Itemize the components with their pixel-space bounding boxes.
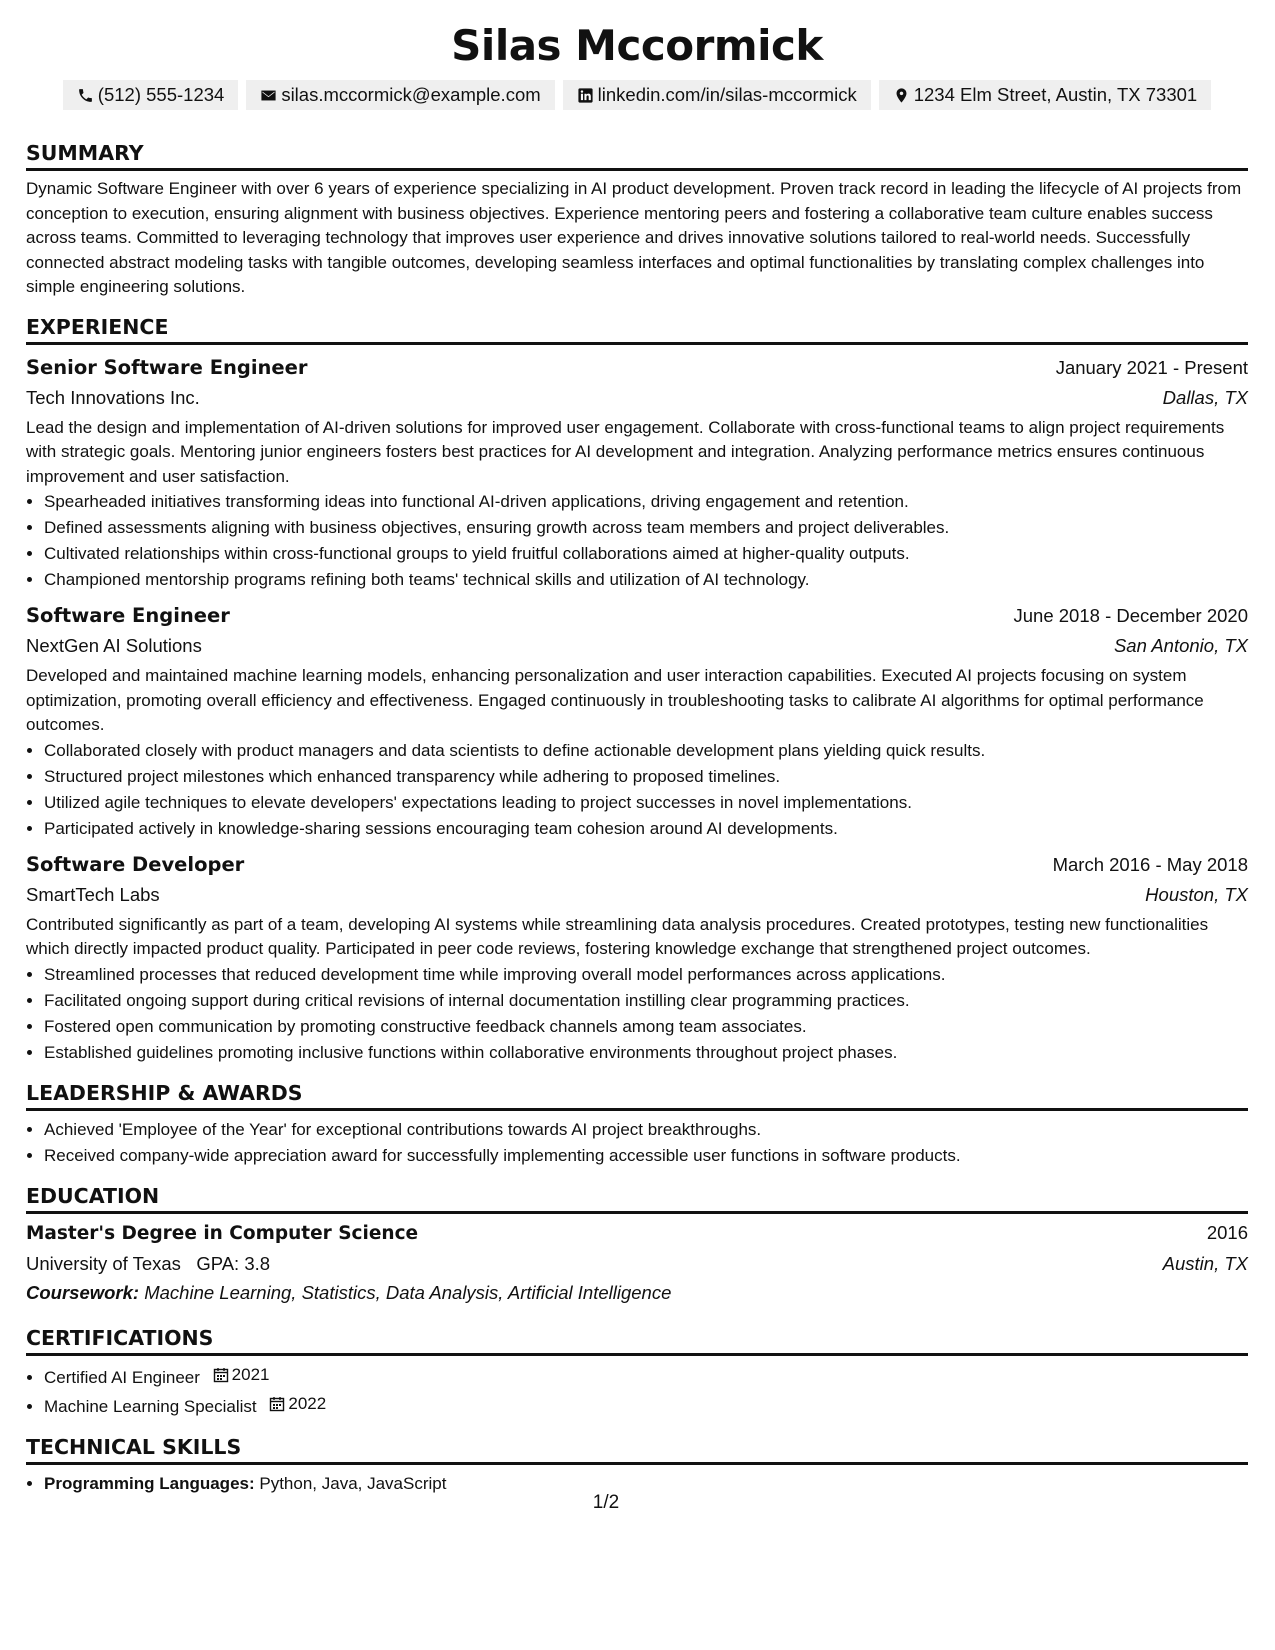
list-item: • Fostered open communication by promoting constructive feedback channels among team associates. <box>44 1014 1248 1040</box>
job-description: Contributed significantly as part of a team, developing AI systems while streamlining data analysis procedures. Created prototypes, testing new functionalities which directly impacted product quality. Participated in peer code reviews, fostering knowledge exchange that strengthened project outcomes. <box>26 914 1209 958</box>
job-entry <box>26 850 1248 1066</box>
list-item <box>44 1362 1248 1391</box>
job-location: Dallas, TX <box>1162 386 1248 408</box>
list-item: • Participated actively in knowledge-sharing sessions encouraging team cohesion around AI developments. <box>44 816 1248 842</box>
cert-year: 2021 <box>231 1364 270 1384</box>
summary-section <box>26 140 1248 300</box>
list-item: • Established guidelines promoting inclusive functions within collaborative environments throughout project phases. <box>44 1040 1248 1066</box>
job-description: Lead the design and implementation of AI-driven solutions for improved user engagement. Collaborate with cross-functional teams to align project requirements with strategic goals. Mentoring junior engineers fosters best practices for AI development and integration. Analyzing performance metrics ensures continuous improvement and user satisfaction. <box>26 417 1225 486</box>
list-item <box>44 1391 1248 1420</box>
list-item: • Received company-wide appreciation award for successfully implementing accessible user functions in software products. <box>44 1143 1248 1169</box>
list-item: • Cultivated relationships within cross-functional groups to yield fruitful collaborations aimed at higher-quality outputs. <box>44 541 1248 567</box>
linkedin-text: linkedin.com/in/silas-mccormick <box>597 84 857 105</box>
skills-section <box>26 1434 1248 1497</box>
coursework-list: Machine Learning, Statistics, Data Analysis, Artificial Intelligence <box>144 1281 672 1303</box>
list-item: • Structured project milestones which enhanced transparency while adhering to proposed timelines. <box>44 764 1248 790</box>
list-item: • Facilitated ongoing support during critical revisions of internal documentation instilling clear programming practices. <box>44 988 1248 1014</box>
map-pin-icon <box>893 87 910 104</box>
school-name: University of Texas <box>26 1252 181 1274</box>
list-item: • Spearheaded initiatives transforming ideas into functional AI-driven applications, driving engagement and retention. <box>44 489 1248 515</box>
job-title: Software Developer <box>26 852 245 876</box>
list-item: • Championed mentorship programs refining both teams' technical skills and utilization of AI technology. <box>44 567 1248 593</box>
list-item: • Achieved 'Employee of the Year' for exceptional contributions towards AI project breakthroughs. <box>44 1117 1248 1143</box>
job-title: Software Engineer <box>26 604 230 627</box>
phone-text: (512) 555-1234 <box>97 84 225 105</box>
leadership-section <box>26 1080 1248 1169</box>
cert-date <box>269 1391 326 1417</box>
address-text: 1234 Elm Street, Austin, TX 73301 <box>913 84 1198 105</box>
section-title: CERTIFICATIONS <box>26 1325 1248 1356</box>
certifications-section <box>26 1325 1248 1420</box>
job-location: San Antonio, TX <box>1113 635 1248 656</box>
experience-section <box>26 314 1248 1066</box>
list-item: • Streamlined processes that reduced development time while improving overall model performances across applications. <box>44 962 1248 988</box>
contact-linkedin[interactable] <box>563 80 871 110</box>
cert-date <box>213 1362 270 1388</box>
awards-list <box>26 1117 1248 1169</box>
list-item: • Defined assessments aligning with business objectives, ensuring growth across team members and project deliverables. <box>44 515 1248 541</box>
list-item: • Collaborated closely with product managers and data scientists to define actionable development plans yielding quick results. <box>44 738 1248 764</box>
cert-name: Certified AI Engineer <box>44 1367 200 1387</box>
degree-name: Master's Degree in Computer Science <box>26 1222 419 1244</box>
linkedin-icon <box>577 87 594 104</box>
job-dates: June 2018 - December 2020 <box>1013 605 1248 626</box>
contact-bar <box>26 80 1248 110</box>
summary-text: Dynamic Software Engineer with over 6 years of experience specializing in AI product development. Proven track record in leading the lifecycle of AI projects from conception to execution, ensuring alignment with business objectives. Experience mentoring peers and fostering a collaborative team culture enables success across teams. Committed to leveraging technology that improves user experience and drives innovative solutions tailored to real-world needs. Successfully connected abstract modeling tasks with tangible outcomes, developing seamless interfaces and optimal functionalities by translating complex challenges into simple engineering solutions. <box>26 179 1242 296</box>
contact-email[interactable] <box>246 80 554 110</box>
job-entry <box>26 601 1248 842</box>
job-location: Houston, TX <box>1145 883 1248 905</box>
contact-address <box>879 80 1212 110</box>
graduation-year: 2016 <box>1206 1221 1248 1243</box>
coursework <box>26 1279 1248 1307</box>
job-description: Developed and maintained machine learning models, enhancing personalization and user interaction capabilities. Executed AI projects focusing on system optimization, promoting overall efficiency and effectiveness. Engaged continuously in troubleshooting tasks to calibrate AI algorithms for optimal performance outcomes. <box>26 666 1204 734</box>
gpa: GPA: 3.8 <box>196 1252 271 1274</box>
skill-value: Python, Java, JavaScript <box>259 1473 447 1493</box>
certifications-list <box>26 1362 1248 1420</box>
job-title: Senior Software Engineer <box>26 355 308 379</box>
job-dates: January 2021 - Present <box>1055 356 1248 378</box>
calendar-icon <box>269 1396 285 1412</box>
company-name: Tech Innovations Inc. <box>26 386 200 408</box>
contact-phone <box>63 80 239 110</box>
candidate-name: Silas Mccormick <box>451 21 823 70</box>
phone-icon <box>77 87 94 104</box>
company-name: NextGen AI Solutions <box>26 635 202 656</box>
section-title: EDUCATION <box>26 1183 1248 1214</box>
school-location: Austin, TX <box>1162 1252 1248 1274</box>
section-title: SUMMARY <box>26 140 1248 171</box>
envelope-icon <box>260 87 277 104</box>
job-bullets <box>26 489 1248 593</box>
skill-label: Programming Languages: <box>44 1473 255 1493</box>
resume-page <box>26 18 1248 1497</box>
calendar-icon <box>213 1367 229 1383</box>
section-title: TECHNICAL SKILLS <box>26 1434 1248 1465</box>
cert-name: Machine Learning Specialist <box>44 1396 257 1416</box>
coursework-label: Coursework: <box>26 1281 140 1303</box>
job-dates: March 2016 - May 2018 <box>1052 853 1248 875</box>
job-bullets <box>26 962 1248 1066</box>
job-bullets <box>26 738 1248 842</box>
section-title: LEADERSHIP & AWARDS <box>26 1080 1248 1111</box>
education-section <box>26 1183 1248 1307</box>
section-title: EXPERIENCE <box>26 314 1248 345</box>
page-number: 1/2 <box>592 1492 620 1513</box>
company-name: SmartTech Labs <box>26 883 160 905</box>
job-entry <box>26 353 1248 594</box>
cert-year: 2022 <box>288 1393 327 1413</box>
email-text: silas.mccormick@example.com <box>281 84 541 105</box>
school-info <box>26 1249 270 1279</box>
list-item: • Utilized agile techniques to elevate developers' expectations leading to project successes in novel implementations. <box>44 790 1248 816</box>
